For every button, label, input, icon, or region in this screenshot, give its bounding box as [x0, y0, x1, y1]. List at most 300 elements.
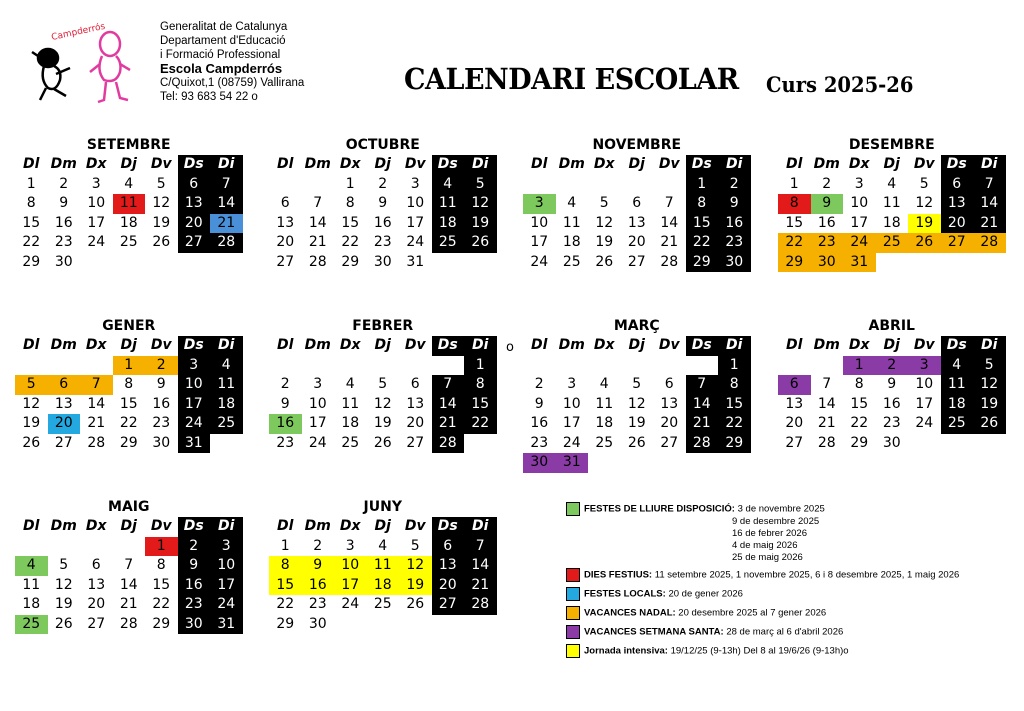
legend-text: 28 de març al 6 d'abril 2026	[726, 626, 844, 638]
day-cell: 19	[399, 576, 432, 596]
weekday-header: Dx	[339, 156, 361, 172]
day-cell: 20	[785, 415, 804, 431]
day-cell: 2	[378, 175, 388, 192]
day-cell: 17	[87, 214, 106, 231]
day-cell: 4	[887, 175, 897, 192]
day-cell: 30	[811, 253, 844, 273]
day-cell: 18	[882, 214, 901, 231]
empty-cell	[399, 356, 432, 376]
day-cell: 21	[464, 576, 497, 596]
month-grid	[15, 155, 243, 272]
day-cell: 12	[22, 395, 41, 412]
day-cell: 1	[686, 175, 719, 195]
day-cell: 14	[119, 576, 138, 593]
day-cell: 24	[341, 596, 360, 612]
day-cell: 17	[915, 395, 934, 412]
weekday-header: Dm	[558, 156, 585, 172]
day-cell: 20	[941, 214, 974, 234]
day-cell: 3	[178, 356, 211, 376]
day-cell: 5	[378, 376, 388, 392]
day-cell: 29	[22, 253, 41, 270]
day-cell: 8	[156, 557, 166, 573]
empty-cell	[48, 537, 81, 557]
day-cell: 11	[941, 375, 974, 395]
school-phone: Tel: 93 683 54 22 o	[160, 91, 258, 103]
weekday-header: Dj	[628, 156, 645, 172]
day-cell: 19	[973, 395, 1006, 415]
empty-cell	[269, 175, 302, 195]
weekday-header: Ds	[178, 517, 211, 537]
weekday-header: Dv	[404, 156, 426, 172]
day-cell: 2	[718, 175, 751, 195]
day-cell: 13	[276, 214, 295, 231]
weekday-header: Dx	[848, 337, 870, 353]
day-cell: 4	[210, 356, 243, 376]
day-cell: 8	[718, 375, 751, 395]
day-cell: 13	[627, 214, 646, 231]
day-cell: 10	[850, 195, 869, 211]
day-cell: 4	[432, 175, 465, 195]
day-cell: 1	[718, 356, 751, 376]
day-cell: 22	[119, 415, 138, 431]
legend-label: DIES FESTIUS:	[584, 569, 653, 581]
day-cell: 28	[464, 595, 497, 615]
legend-swatch	[566, 644, 580, 658]
day-cell: 31	[406, 253, 425, 270]
day-cell: 15	[119, 395, 138, 412]
day-cell: 22	[276, 596, 295, 612]
day-cell: 26	[627, 434, 646, 451]
day-cell: 29	[152, 615, 171, 632]
legend-text: 20 de gener 2026	[668, 588, 743, 600]
day-cell: 3	[523, 194, 556, 214]
empty-cell	[48, 356, 81, 376]
day-cell: 7	[124, 557, 134, 573]
school-line: Generalitat de Catalunya	[160, 21, 288, 33]
day-cell: 5	[464, 175, 497, 195]
weekday-header: Dj	[120, 518, 137, 534]
day-cell: 9	[156, 376, 166, 392]
month-grid	[523, 155, 751, 272]
day-cell: 22	[778, 233, 811, 253]
day-cell: 15	[785, 214, 804, 231]
day-cell: 26	[373, 434, 392, 451]
day-cell: 27	[406, 434, 425, 451]
day-cell: 16	[178, 576, 211, 596]
month-gener	[15, 316, 243, 453]
day-cell: 18	[341, 415, 360, 431]
month-grid	[15, 336, 243, 453]
day-cell: 16	[817, 214, 836, 231]
month-name: SETEMBRE	[86, 137, 171, 153]
day-cell: 20	[178, 214, 211, 234]
day-cell: 25	[941, 414, 974, 434]
day-cell: 12	[595, 214, 614, 231]
day-cell: 10	[530, 214, 549, 231]
day-cell: 13	[660, 395, 679, 412]
day-cell: 11	[210, 375, 243, 395]
day-cell: 30	[882, 434, 901, 451]
day-cell: 21	[686, 414, 719, 434]
weekday-header: Dx	[593, 337, 615, 353]
day-cell: 26	[152, 234, 171, 250]
legend-extra-line: 16 de febrer 2026	[732, 528, 808, 539]
month-marc	[523, 316, 751, 473]
day-cell: 17	[178, 395, 211, 415]
weekday-header: Di	[718, 336, 751, 356]
empty-cell	[653, 175, 686, 195]
day-cell: 27	[941, 233, 974, 253]
day-cell: 30	[523, 453, 556, 473]
day-cell: 23	[882, 415, 901, 431]
day-cell: 1	[464, 356, 497, 376]
day-cell: 18	[367, 576, 400, 596]
empty-cell	[432, 356, 465, 376]
weekday-header: Ds	[432, 517, 465, 537]
day-cell: 28	[686, 434, 719, 454]
legend-swatch	[566, 568, 580, 582]
empty-cell	[778, 356, 811, 376]
day-cell: 9	[178, 556, 211, 576]
empty-cell	[302, 175, 335, 195]
day-cell: 2	[534, 376, 544, 392]
day-cell: 10	[87, 195, 106, 211]
day-cell: 3	[210, 537, 243, 557]
day-cell: 15	[718, 395, 751, 415]
day-cell: 4	[599, 376, 609, 392]
day-cell: 12	[915, 195, 934, 211]
day-cell: 11	[113, 194, 146, 214]
day-cell: 19	[464, 214, 497, 234]
day-cell: 13	[87, 576, 106, 593]
day-cell: 27	[627, 253, 646, 270]
day-cell: 1	[345, 175, 355, 192]
legend-swatch	[566, 587, 580, 601]
month-name: DESEMBRE	[848, 137, 935, 153]
day-cell: 5	[973, 356, 1006, 376]
day-cell: 23	[308, 596, 327, 612]
day-cell: 16	[530, 415, 549, 431]
empty-cell	[523, 175, 556, 195]
empty-cell	[80, 537, 113, 557]
day-cell: 20	[276, 234, 295, 250]
month-febrer	[269, 316, 497, 453]
legend-item-festes-locals	[566, 587, 743, 601]
day-cell: 14	[817, 395, 836, 412]
weekday-header: Dm	[304, 156, 331, 172]
day-cell: 23	[530, 434, 549, 451]
day-cell: 27	[54, 434, 73, 451]
school-logo	[26, 18, 138, 108]
day-cell: 19	[908, 214, 941, 234]
day-cell: 8	[854, 376, 864, 392]
weekday-header: Dv	[150, 337, 172, 353]
day-cell: 14	[87, 395, 106, 412]
day-cell: 9	[718, 194, 751, 214]
day-cell: 27	[276, 253, 295, 270]
legend-label: FESTES LOCALS:	[584, 588, 666, 600]
weekday-header: Dv	[913, 337, 935, 353]
day-cell: 28	[432, 434, 465, 454]
day-cell: 6	[178, 175, 211, 195]
course-label: Curs 2025-26	[766, 72, 914, 97]
month-setembre	[15, 135, 243, 272]
day-cell: 7	[664, 195, 674, 211]
day-cell: 28	[119, 615, 138, 632]
weekday-header: Dl	[23, 156, 40, 172]
day-cell: 15	[686, 214, 719, 234]
day-cell: 18	[941, 395, 974, 415]
weekday-header: Ds	[178, 336, 211, 356]
day-cell: 10	[308, 395, 327, 412]
weekday-header: Dj	[120, 156, 137, 172]
weekday-header: Dm	[304, 518, 331, 534]
weekday-header: Dl	[277, 518, 294, 534]
legend-label: Jornada intensiva:	[584, 645, 668, 657]
weekday-header: Dm	[813, 337, 840, 353]
day-cell: 15	[464, 395, 497, 415]
day-cell: 14	[210, 194, 243, 214]
day-cell: 24	[406, 234, 425, 250]
day-cell: 5	[59, 557, 69, 573]
day-cell: 10	[406, 195, 425, 211]
day-cell: 28	[308, 253, 327, 270]
day-cell: 29	[778, 253, 811, 273]
day-cell: 6	[48, 375, 81, 395]
day-cell: 22	[22, 234, 41, 250]
weekday-header: Ds	[178, 155, 211, 175]
month-octubre	[269, 135, 497, 272]
legend-text: 20 desembre 2025 al 7 gener 2026	[678, 607, 827, 619]
legend-label: VACANCES NADAL:	[584, 607, 676, 619]
weekday-header: Dj	[628, 337, 645, 353]
day-cell: 1	[113, 356, 146, 376]
day-cell: 12	[973, 375, 1006, 395]
legend-text: 19/12/25 (9-13h) Del 8 al 19/6/26 (9-13h)o	[670, 645, 849, 657]
day-cell: 6	[410, 376, 420, 392]
empty-cell	[686, 356, 719, 376]
day-cell: 24	[915, 415, 934, 431]
day-cell: 29	[341, 253, 360, 270]
day-cell: 1	[26, 175, 36, 192]
day-cell: 3	[567, 376, 577, 392]
day-cell: 23	[718, 233, 751, 253]
month-name: FEBRER	[352, 318, 414, 334]
month-grid	[269, 336, 497, 453]
day-cell: 30	[152, 434, 171, 451]
legend-swatch	[566, 606, 580, 620]
day-cell: 2	[145, 356, 178, 376]
legend-swatch	[566, 502, 580, 516]
day-cell: 23	[811, 233, 844, 253]
day-cell: 7	[432, 375, 465, 395]
weekday-header: Di	[210, 336, 243, 356]
day-cell: 4	[567, 195, 577, 211]
day-cell: 20	[48, 414, 81, 434]
day-cell: 16	[54, 214, 73, 231]
day-cell: 11	[367, 556, 400, 576]
day-cell: 25	[562, 253, 581, 270]
day-cell: 25	[432, 233, 465, 253]
day-cell: 20	[432, 576, 465, 596]
legend-item-dies-festius	[566, 568, 959, 582]
weekday-header: Dx	[85, 337, 107, 353]
day-cell: 6	[632, 195, 642, 211]
day-cell: 8	[686, 194, 719, 214]
day-cell: 29	[686, 253, 719, 273]
day-cell: 16	[373, 214, 392, 231]
day-cell: 6	[91, 557, 101, 573]
day-cell: 24	[87, 234, 106, 250]
weekday-header: Dl	[23, 337, 40, 353]
weekday-header: Dl	[23, 518, 40, 534]
weekday-header: Dm	[50, 337, 77, 353]
day-cell: 30	[373, 253, 392, 270]
day-cell: 12	[464, 194, 497, 214]
empty-cell	[556, 175, 589, 195]
day-cell: 10	[210, 556, 243, 576]
day-cell: 10	[178, 375, 211, 395]
day-cell: 16	[718, 214, 751, 234]
day-cell: 26	[22, 434, 41, 451]
weekday-header: Di	[973, 336, 1006, 356]
empty-cell	[15, 356, 48, 376]
empty-cell	[334, 356, 367, 376]
day-cell: 23	[152, 415, 171, 431]
day-cell: 2	[313, 537, 323, 554]
weekday-header: Di	[210, 155, 243, 175]
legend-extra-line: 9 de desembre 2025	[732, 516, 820, 527]
weekday-header: Dj	[883, 156, 900, 172]
day-cell: 22	[686, 233, 719, 253]
weekday-header: Ds	[941, 155, 974, 175]
legend-swatch	[566, 625, 580, 639]
day-cell: 4	[124, 175, 134, 192]
month-grid	[778, 336, 1006, 453]
day-cell: 8	[464, 375, 497, 395]
day-cell: 16	[302, 576, 335, 596]
weekday-header: Dl	[277, 156, 294, 172]
day-cell: 20	[660, 415, 679, 431]
weekday-header: Dv	[658, 156, 680, 172]
day-cell: 23	[276, 434, 295, 451]
day-cell: 12	[54, 576, 73, 593]
day-cell: 26	[908, 233, 941, 253]
day-cell: 17	[850, 214, 869, 231]
day-cell: 14	[432, 395, 465, 415]
day-cell: 31	[556, 453, 589, 473]
weekday-header: Dl	[277, 337, 294, 353]
weekday-header: Dm	[304, 337, 331, 353]
day-cell: 19	[22, 415, 41, 431]
empty-cell	[621, 175, 654, 195]
day-cell: 5	[632, 376, 642, 392]
day-cell: 30	[178, 615, 211, 635]
day-cell: 19	[595, 234, 614, 250]
day-cell: 17	[210, 576, 243, 596]
legend-item-vacances-nadal	[566, 606, 826, 620]
day-cell: 25	[595, 434, 614, 451]
legend-text: 11 setembre 2025, 1 novembre 2025, 6 i 8 desembre 2025, 1 maig 2026	[654, 569, 960, 581]
day-cell: 7	[973, 175, 1006, 195]
day-cell: 14	[973, 194, 1006, 214]
weekday-header: Dm	[558, 337, 585, 353]
day-cell: 22	[341, 234, 360, 250]
weekday-header: Dj	[120, 337, 137, 353]
month-novembre	[523, 135, 751, 272]
weekday-header: Dx	[593, 156, 615, 172]
empty-cell	[269, 356, 302, 376]
day-cell: 24	[308, 434, 327, 451]
empty-cell	[811, 356, 844, 376]
day-cell: 6	[664, 376, 674, 392]
day-cell: 29	[850, 434, 869, 451]
day-cell: 25	[15, 615, 48, 635]
day-cell: 18	[210, 395, 243, 415]
day-cell: 31	[178, 434, 211, 454]
day-cell: 27	[87, 615, 106, 632]
day-cell: 23	[54, 234, 73, 250]
day-cell: 5	[15, 375, 48, 395]
month-name: NOVEMBRE	[592, 137, 682, 153]
month-abril	[778, 316, 1006, 453]
day-cell: 20	[87, 596, 106, 612]
day-cell: 27	[785, 434, 804, 451]
day-cell: 29	[276, 615, 295, 632]
day-cell: 3	[854, 175, 864, 192]
day-cell: 28	[87, 434, 106, 451]
day-cell: 26	[54, 615, 73, 632]
day-cell: 29	[119, 434, 138, 451]
day-cell: 9	[302, 556, 335, 576]
legend-label: FESTES DE LLIURE DISPOSICIÓ:	[584, 503, 735, 515]
day-cell: 21	[119, 596, 138, 612]
day-cell: 19	[627, 415, 646, 431]
school-info	[160, 20, 304, 104]
school-line: i Formació Professional	[160, 49, 281, 61]
day-cell: 13	[432, 556, 465, 576]
day-cell: 4	[345, 376, 355, 392]
day-cell: 1	[145, 537, 178, 557]
day-cell: 6	[280, 195, 290, 211]
day-cell: 7	[822, 376, 832, 392]
month-grid	[778, 155, 1006, 272]
day-cell: 8	[269, 556, 302, 576]
month-maig	[15, 497, 243, 634]
day-cell: 4	[378, 537, 388, 554]
page-title: CALENDARI ESCOLAR	[404, 62, 739, 96]
empty-cell	[302, 356, 335, 376]
day-cell: 24	[843, 233, 876, 253]
day-cell: 9	[534, 395, 544, 412]
day-cell: 24	[562, 434, 581, 451]
day-cell: 7	[686, 375, 719, 395]
empty-cell	[523, 356, 556, 376]
day-cell: 28	[660, 253, 679, 270]
day-cell: 20	[406, 415, 425, 431]
weekday-header: Dj	[374, 156, 391, 172]
day-cell: 26	[464, 233, 497, 253]
day-cell: 3	[313, 376, 323, 392]
day-cell: 2	[876, 356, 909, 376]
legend-item-setmana-santa	[566, 625, 843, 639]
day-cell: 22	[152, 596, 171, 612]
day-cell: 10	[915, 376, 934, 392]
weekday-header: Dv	[404, 337, 426, 353]
legend-text: 3 de novembre 2025	[737, 503, 825, 515]
weekday-header: Dm	[813, 156, 840, 172]
day-cell: 7	[80, 375, 113, 395]
